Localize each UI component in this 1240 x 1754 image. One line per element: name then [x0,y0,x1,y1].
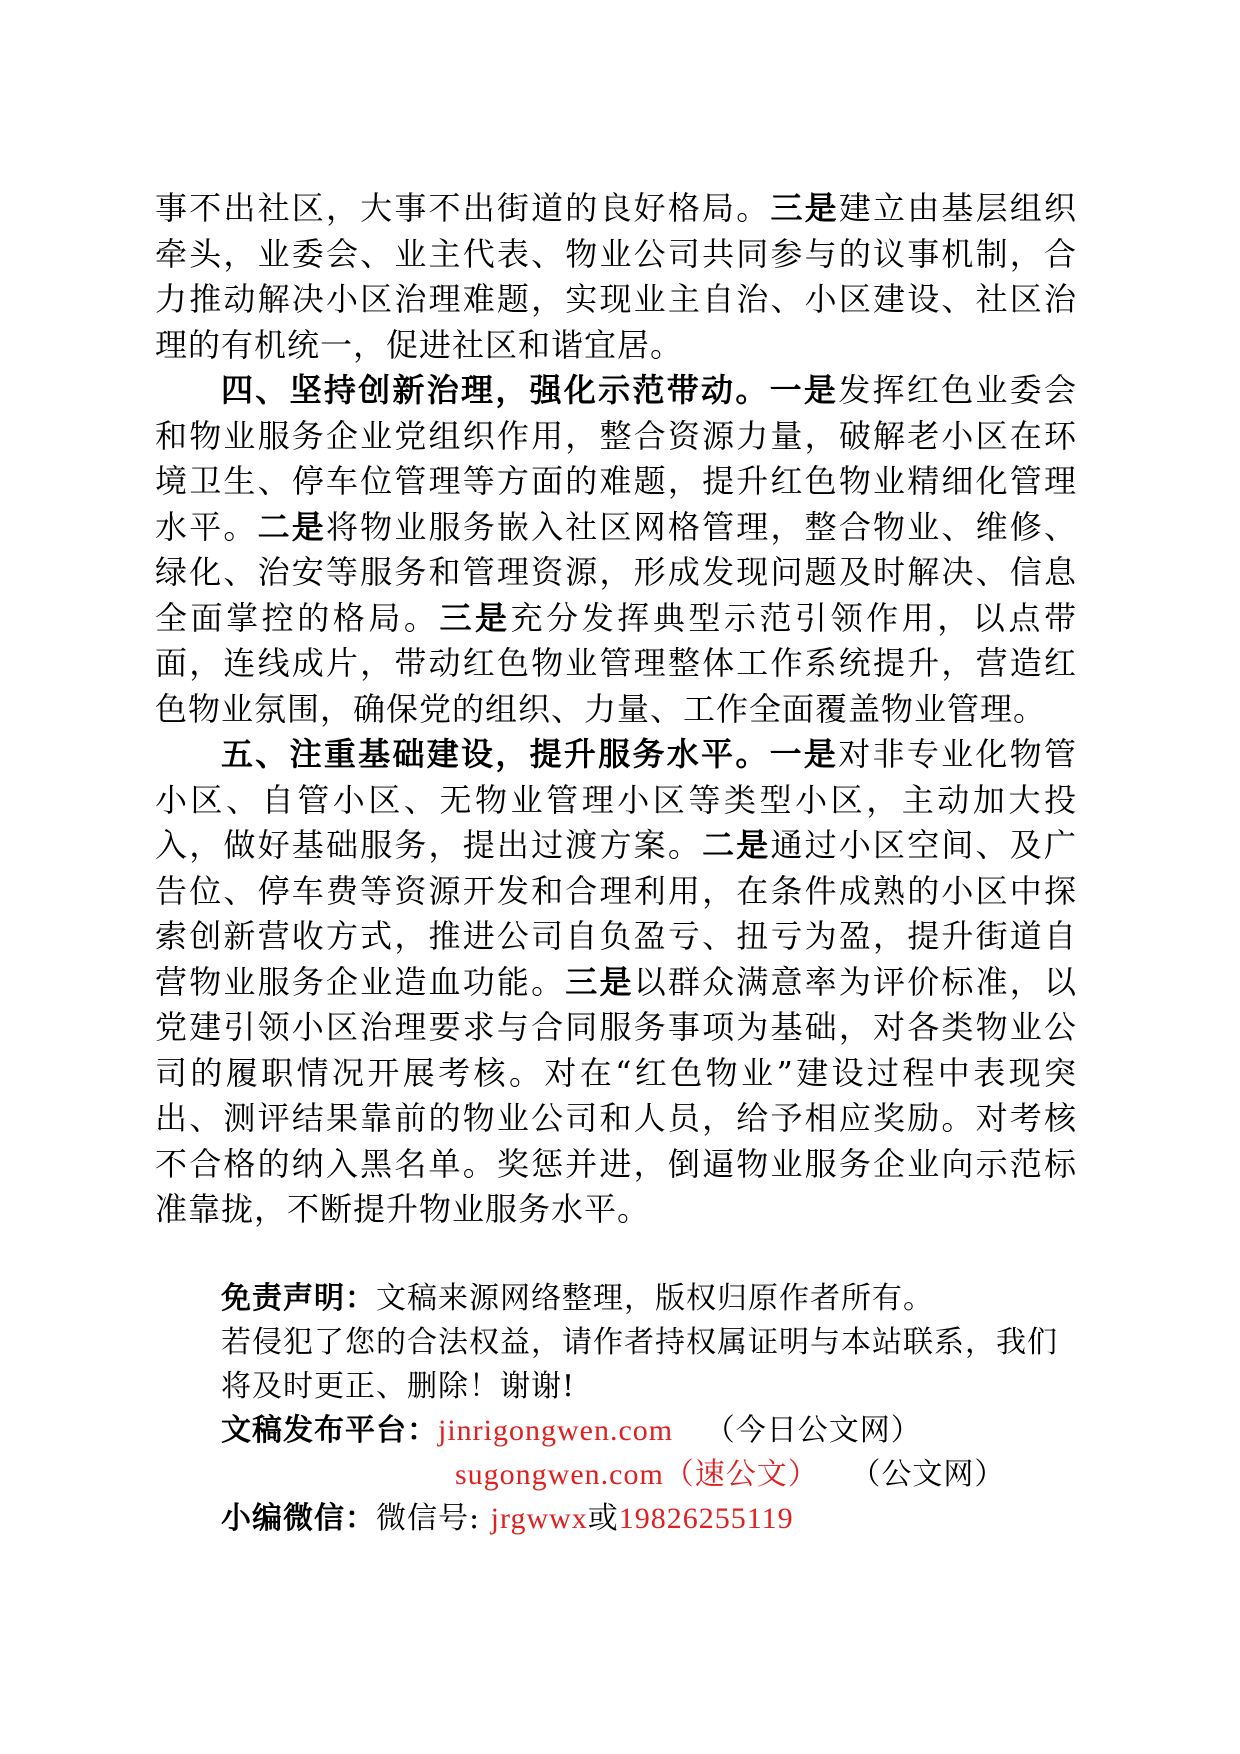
disclaimer-line: 免责声明：文稿来源网络整理，版权归原作者所有。 [221,1281,934,1316]
infringe-notice: 若侵犯了您的合法权益，请作者持权属证明与本站联系，我们将及时更正、删除！谢谢! [221,1325,1058,1404]
site1-link[interactable]: jinrigongwen.com [438,1414,674,1447]
platform-line: 文稿发布平台：jinrigongwen.com （今日公文网） [221,1413,922,1448]
paragraph-section-five: 五、注重基础建设，提升服务水平。一是对非专业化物管小区、自管小区、无物业管理小区等类型小区，主动加大投入，做好基础服务，提出过渡方案。二是通过小区空间、及广告位、停车费等资源开发和合理利用，在条件成熟的小区中探索创新营收方式，推进公司自负盈亏、扭亏为盈，提升街道自营物业服务企业造血功能。三是以群众满意率为评价标准，以党建引领小区治理要求与合同服务事项为基础，对各类物业公司的履职情况开展考核。对在“红色物业”建设过程中表现突出、测评结果靠前的物业公司和人员，给予相应奖励。对考核不合格的纳入黑名单。奖惩并进，倒逼物业服务企业向示范标准靠拢，不断提升物业服务水平。 [155,735,1077,1228]
section-heading: 五、注重基础建设，提升服务水平。 [221,735,770,773]
phone-number: 19826255119 [618,1502,794,1535]
section-heading: 四、坚持创新治理，强化示范带动。 [221,371,770,409]
wechat-id: jrgwwx [490,1502,588,1535]
disclaimer-block [155,1277,1077,1541]
paragraph-section-four: 四、坚持创新治理，强化示范带动。一是发挥红色业委会和物业服务企业党组织作用，整合资源力量，破解老小区在环境卫生、停车位管理等方面的难题，提升红色物业精细化管理水平。二是将物业服务嵌入社区网格管理，整合物业、维修、绿化、治安等服务和管理资源，形成发现问题及时解决、信息全面掌控的格局。三是充分发挥典型示范引领作用，以点带面，连线成片，带动红色物业管理整体工作系统提升，营造红色物业氛围，确保党的组织、力量、工作全面覆盖物业管理。 [155,371,1077,728]
wechat-line: 小编微信：微信号: jrgwwx或19826255119 [221,1501,794,1536]
site2-link[interactable]: sugongwen.com（速公文） [455,1458,819,1491]
paragraph-continued: 事不出社区，大事不出街道的良好格局。三是建立由基层组织牵头，业委会、业主代表、物业公司共同参与的议事机制，合力推动解决小区治理难题，实现业主自治、小区建设、社区治理的有机统一，促进社区和谐宜居。 [155,189,1077,364]
keyword-third: 三是 [770,189,839,227]
body-text [155,186,1077,1233]
platform-line-2: sugongwen.com（速公文） （公文网） [455,1457,1006,1492]
